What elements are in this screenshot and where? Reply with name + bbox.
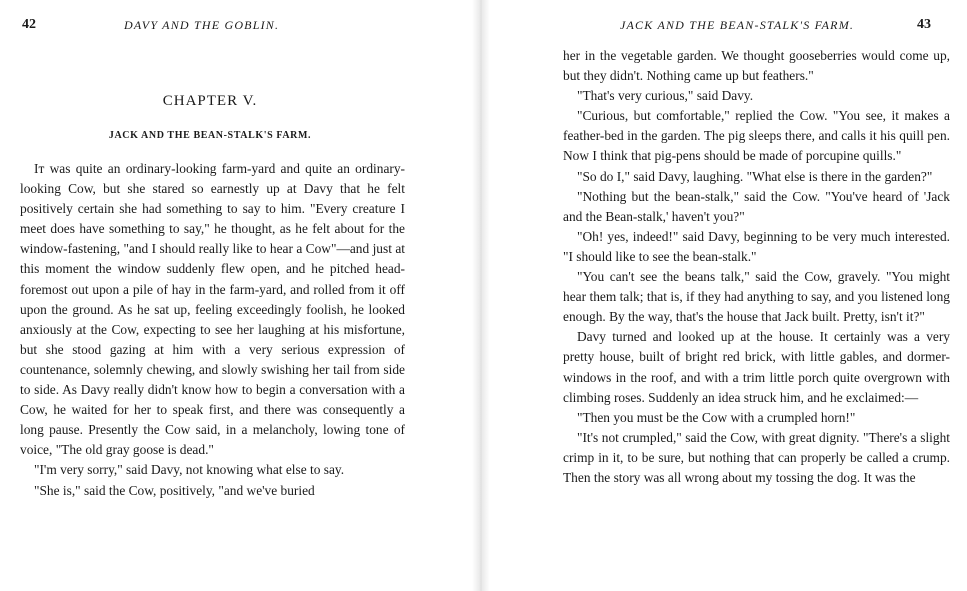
paragraph: "I'm very sorry," said Davy, not knowing what else to say. <box>34 462 345 478</box>
paragraph: "That's very curious," said Davy. <box>577 88 754 104</box>
running-head: DAVY AND THE GOBLIN. <box>124 18 280 32</box>
chapter-title: CHAPTER V. <box>162 93 258 109</box>
running-head: JACK AND THE BEAN-STALK'S FARM. <box>620 18 855 32</box>
paragraph: "So do I," said Davy, laughing. "What else is there in the garden?" <box>577 168 933 184</box>
paragraph: Iᴛ was quite an ordinary-looking farm-yard and quite an ordinary-looking Cow, but she stared so earnestly up at Davy that he felt positively certain she had something to say to him. "Every creature I meet does have something to say," he thought, as he felt about for the window-fastening, "and I should really like to hear a Cow"—and just at this moment the window suddenly flew open, and he pitched head-foremost out upon a pile of hay in the farm-yard, and rolled from it off upon the ground. As he sat up, feeling exceedingly foolish, he looked anxiously at the Cow, expecting to see her laughing at his misfortune, but she stood gazing at him with a very serious expression of countenance, solemnly chewing, and slowly swishing her tail from side to side. As Davy really didn't know how to begin a conversation with a Cow, he waited for her to speak first, and there was consequently a long pause. Presently the Cow said, in a melancholy, lowing tone of voice, "The old gray goose is dead." <box>20 161 405 458</box>
page-number: 42 <box>22 17 36 32</box>
paragraph: "Then you must be the Cow with a crumpled horn!" <box>577 409 856 425</box>
paragraph: "It's not crumpled," said the Cow, with great dignity. "There's a slight crimp in it, to be sure, but nothing that can properly be called a crump. Then the story was all wrong about my tossing the dog. It was the <box>563 429 950 485</box>
page-body <box>563 46 950 488</box>
right-page <box>480 0 967 591</box>
paragraph: "Oh! yes, indeed!" said Davy, beginning to be very much interested. "I should like to see the bean-stalk." <box>563 228 950 264</box>
page-number: 43 <box>917 17 931 32</box>
paragraph: "Nothing but the bean-stalk," said the Cow. "You've heard of 'Jack and the Bean-stalk,' haven't you?" <box>563 188 950 224</box>
paragraph: Davy turned and looked up at the house. It certainly was a very pretty house, built of bright red brick, with little gables, and dormer-windows in the roof, and with a trim little porch quite overgrown with climbing roses. Suddenly an idea struck him, and he exclaimed:— <box>563 329 950 405</box>
paragraph: her in the vegetable garden. We thought gooseberries would come up, but they didn't. Nothing came up but feathers." <box>563 48 950 84</box>
paragraph: "You can't see the beans talk," said the Cow, gravely. "You might hear them talk; that is, if they had anything to say, and you listened long enough. By the way, that's the house that Jack built. Pretty, isn't it?" <box>563 269 950 325</box>
paragraph: "She is," said the Cow, positively, "and we've buried <box>34 482 315 498</box>
left-page <box>0 0 480 591</box>
chapter-subtitle: JACK AND THE BEAN-STALK'S FARM. <box>108 130 312 141</box>
page-body <box>20 159 405 501</box>
paragraph: "Curious, but comfortable," replied the Cow. "You see, it makes a feather-bed in the garden. The pig sleeps there, and calls it his quill pen. Now I think that pig-pens should be made of porcupine quills." <box>563 108 950 164</box>
